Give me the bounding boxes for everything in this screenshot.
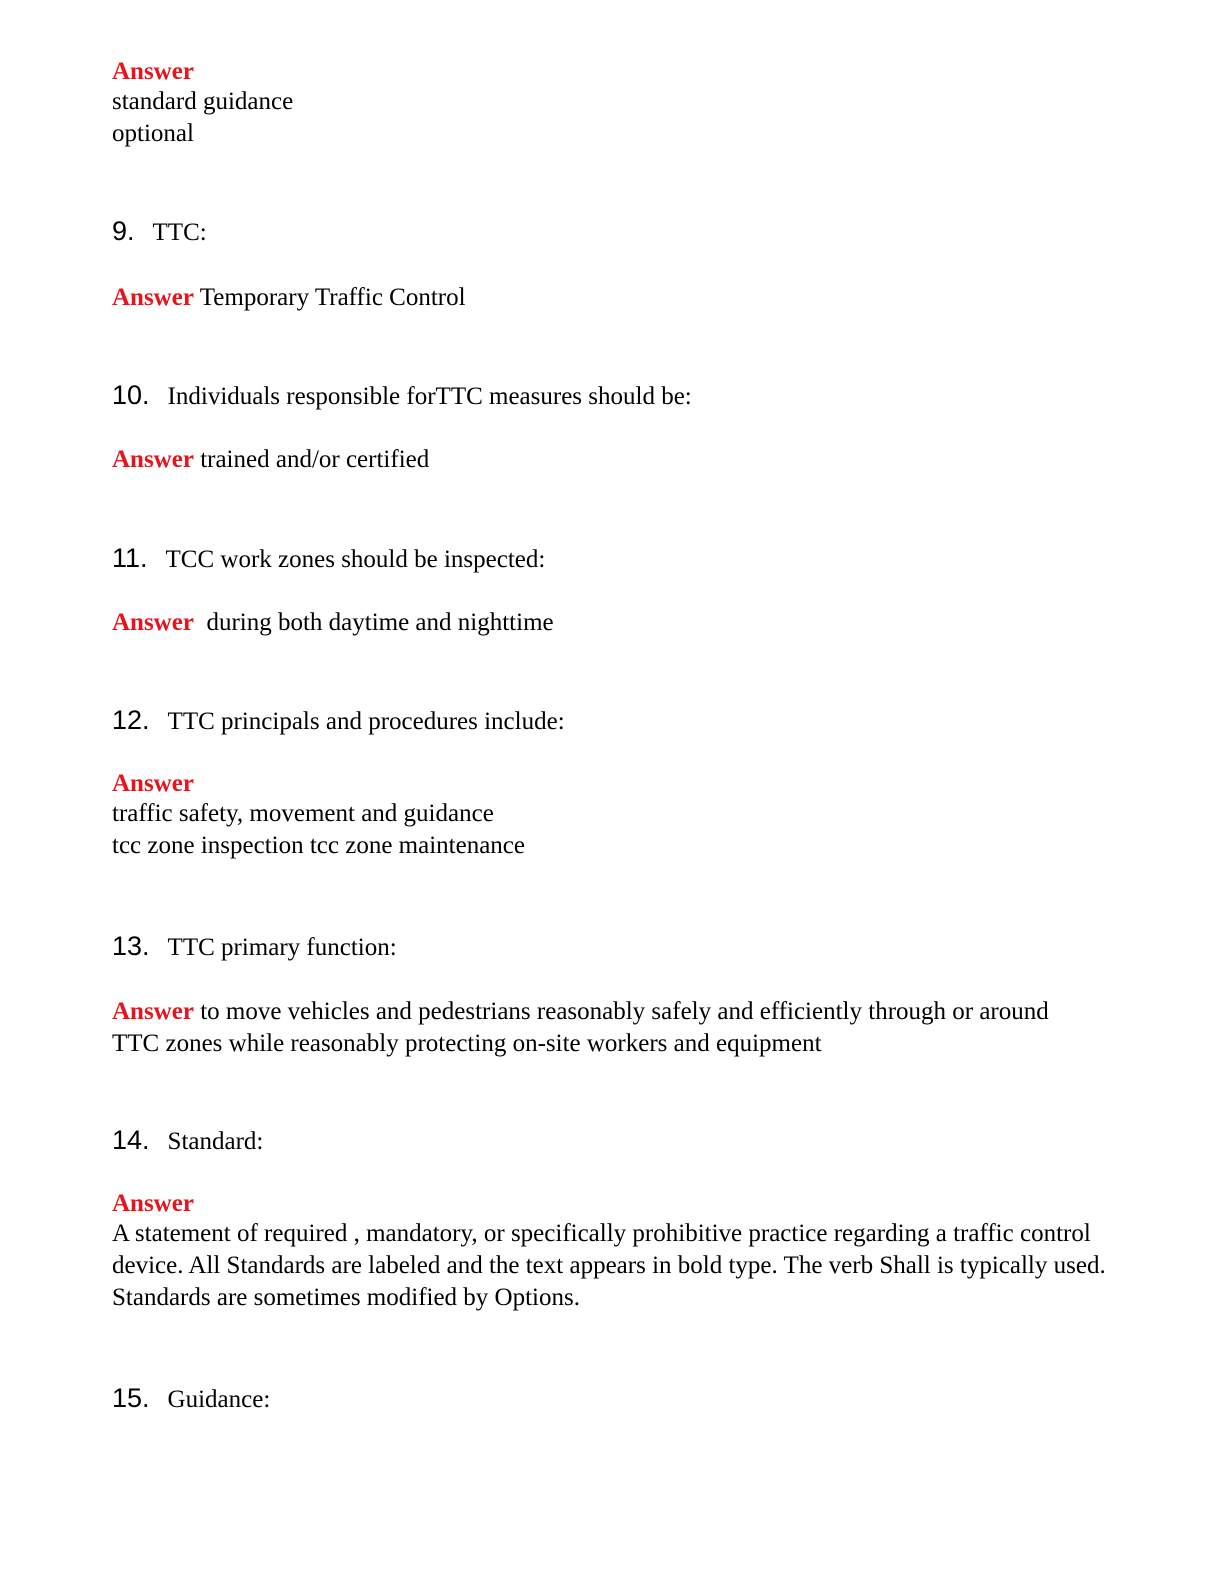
document-page	[112, 0, 1122, 1584]
answer-line: traffic safety, movement and guidance	[112, 800, 494, 827]
question-number: 11.	[112, 543, 148, 573]
answer-text: Temporary Traffic Control	[199, 284, 466, 311]
answer-block-12	[112, 770, 1122, 862]
question-15	[112, 1383, 1122, 1414]
question-text: TTC primary function:	[167, 934, 397, 961]
question-number: 12.	[112, 705, 150, 735]
question-number: 9.	[112, 216, 135, 246]
answer-line: tcc zone inspection tcc zone maintenance	[112, 832, 525, 859]
answer-text: A statement of required , mandatory, or specifically prohibitive practice regarding a traffic control device. All Standards are labeled and the text appears in bold type. The verb Shall is typically used. Standards are sometimes modified by Options.	[112, 1220, 1106, 1311]
answer-text: trained and/or certified	[200, 446, 430, 473]
answer-block-11	[112, 607, 1122, 639]
answer-label: Answer	[112, 446, 194, 473]
question-text: Standard:	[167, 1128, 264, 1155]
answer-block-8	[112, 58, 1122, 150]
question-number: 15.	[112, 1383, 150, 1413]
question-9	[112, 216, 1122, 247]
answer-label: Answer	[112, 609, 194, 636]
answer-block-10	[112, 444, 1122, 476]
answer-block-9	[112, 282, 1122, 314]
answer-line: optional	[112, 120, 194, 147]
answer-block-14	[112, 1190, 1117, 1314]
question-text: TTC principals and procedures include:	[167, 708, 565, 735]
question-text: Individuals responsible forTTC measures should be:	[167, 383, 692, 410]
question-11	[112, 543, 1122, 574]
answer-block-13	[112, 996, 1072, 1060]
answer-label: Answer	[112, 58, 194, 85]
answer-label: Answer	[112, 770, 194, 797]
question-number: 13.	[112, 931, 150, 961]
answer-label: Answer	[112, 284, 194, 311]
question-12	[112, 705, 1122, 736]
question-10	[112, 380, 1122, 411]
question-14	[112, 1125, 1122, 1156]
answer-text: to move vehicles and pedestrians reasonably safely and efficiently through or around TTC zones while reasonably protecting on-site workers and equipment	[112, 998, 1049, 1057]
answer-label: Answer	[112, 998, 194, 1025]
question-number: 10.	[112, 380, 150, 410]
answer-line: standard guidance	[112, 88, 294, 115]
question-text: Guidance:	[167, 1386, 271, 1413]
question-text: TCC work zones should be inspected:	[165, 546, 546, 573]
question-text: TTC:	[152, 219, 207, 246]
question-13	[112, 931, 1122, 962]
answer-label: Answer	[112, 1190, 194, 1217]
question-number: 14.	[112, 1125, 150, 1155]
answer-text: during both daytime and nighttime	[200, 609, 554, 636]
